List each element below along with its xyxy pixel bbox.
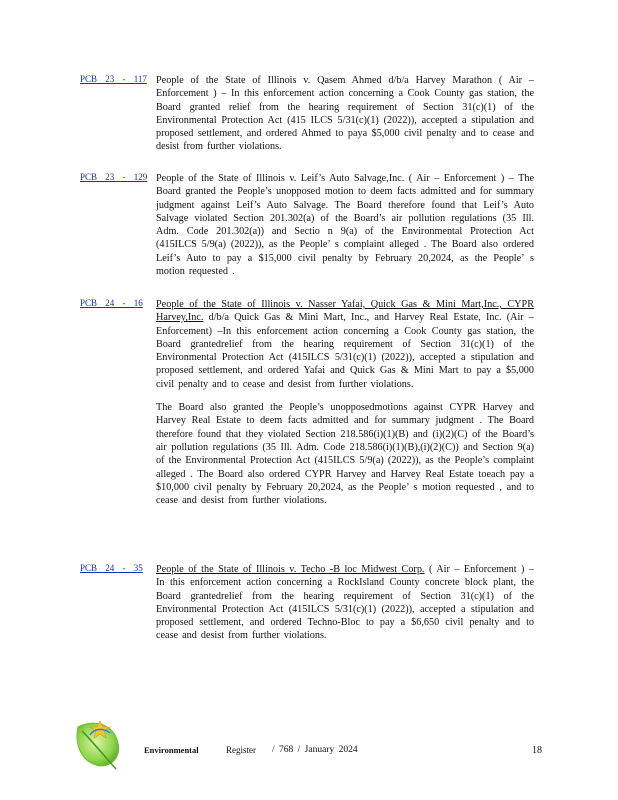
entry-body xyxy=(156,172,534,278)
entry-paragraph: People of the State of Illinois v. Leif’s Auto Salvage,Inc. ( Air – Enforcement ) – The Board granted the People’s unopposed motion to deem facts admitted and for summary judgment against Leif’s Auto Salvage. The Board therefore found that Leif’s Auto Salvage violated Section 201.302(a) of the Board’s air pollution regulations (35 Ill. Adm. Code 201.302(a)) and Sectio n 9(a) of the Environmental Protection Act (415ILCS 5/9(a) (2022)), as the People’ s complaint alleged . The Board also ordered Leif’s Auto to pay a $15,000 civil penalty by February 20,2024, as the People’ s motion requested . xyxy=(156,173,534,278)
entry-body xyxy=(156,74,534,154)
entry-pcb-24-16 xyxy=(80,298,540,517)
page-footer xyxy=(0,743,618,783)
entry-paragraph: People of the State of Illinois v. Qasem Ahmed d/b/a Harvey Marathon ( Air – Enforcement ) – In this enforcement action concerning a Cook County gas station, the Board granted relief from the hearing requirement of Section 31(c)(1) of the Environmental Protection Act (415 ILCS 5/31(c)(1) (2022)), accepted a stipulation and proposed settlement, and ordered Ahmed to paya $5,000 civil penalty and to cease and desist from further violations. xyxy=(156,75,534,153)
case-number-link[interactable]: PCB 24 - 16 xyxy=(80,298,143,308)
entry-pcb-23-129 xyxy=(80,172,540,288)
case-number-link[interactable]: PCB 23 - 129 xyxy=(80,172,148,182)
entry-paragraph xyxy=(156,563,534,643)
page-number: 18 xyxy=(532,745,542,756)
paragraph-text: d/b/a Quick Gas & Mini Mart, Inc., and Harvey Real Estate, Inc. (Air – Enforcement) –In this enforcement action concerning a Cook County gas station, the Board grantedrelief from the hearing requirement of Section 31(c)(1) of the Environmental Protection Act (415ILCS 5/31(c)(1) (2022)), accepted a stipulation and proposed settlement, and ordered Yafai and Quick Gas & Mini Mart to pay a $5,000 civil penalty and to cease and desist from further violations. xyxy=(156,312,534,390)
entry-paragraph: The Board also granted the People’s unopposedmotions against CYPR Harvey and Harvey Real Estate to deem facts admitted and for summary judgment . The Board therefore found that they violated Section 218.586(i)(1)(B) and (i)(2)(C) of the Board’s air pollution regulations (35 Ill. Adm. Code 218.586(i)(1)(B),(i)(2)(C)) and Section 9(a) of the Environmental Protection Act (415ILCS 5/9(a) (2022)), as the People’s complaint alleged . The Board also ordered CYPR Harvey and Harvey Real Estate toeach pay a $10,000 civil penalty by February 20,2024, as the People’ s motion requested , and to cease and desist from further violations. xyxy=(156,402,534,507)
footer-publication: Environmental xyxy=(144,745,199,755)
case-number-link[interactable]: PCB 24 - 35 xyxy=(80,563,143,573)
entry-pcb-23-117 xyxy=(80,74,540,164)
footer-register: Register xyxy=(226,745,256,755)
entry-body xyxy=(156,298,534,507)
entry-pcb-24-35 xyxy=(80,563,540,653)
footer-issue: / 768 / January 2024 xyxy=(272,745,358,755)
case-title: People of the State of Illinois v. Nasser Yafai, Quick Gas & Mini Mart,Inc., CYPR Harvey,Inc. xyxy=(156,299,534,324)
case-title: People of the State of Illinois v. Techo -B loc Midwest Corp. xyxy=(156,564,425,575)
case-number-link[interactable]: PCB 23 - 117 xyxy=(80,74,147,84)
entry-paragraph xyxy=(156,298,534,391)
paragraph-text: ( Air – Enforcement ) –In this enforcement action concerning a RockIsland County concrete block plant, the Board grantedrelief from the hearing requirement of Section 31(c)(1) of the Environmental Protection Act (415ILCS 5/31(c)(1) (2022)), accepted a stipulation and proposed settlement, and ordered Techno-Bloc to pay a $6,650 civil penalty and to cease and desist from further violations. xyxy=(156,564,534,642)
entry-body xyxy=(156,563,534,643)
